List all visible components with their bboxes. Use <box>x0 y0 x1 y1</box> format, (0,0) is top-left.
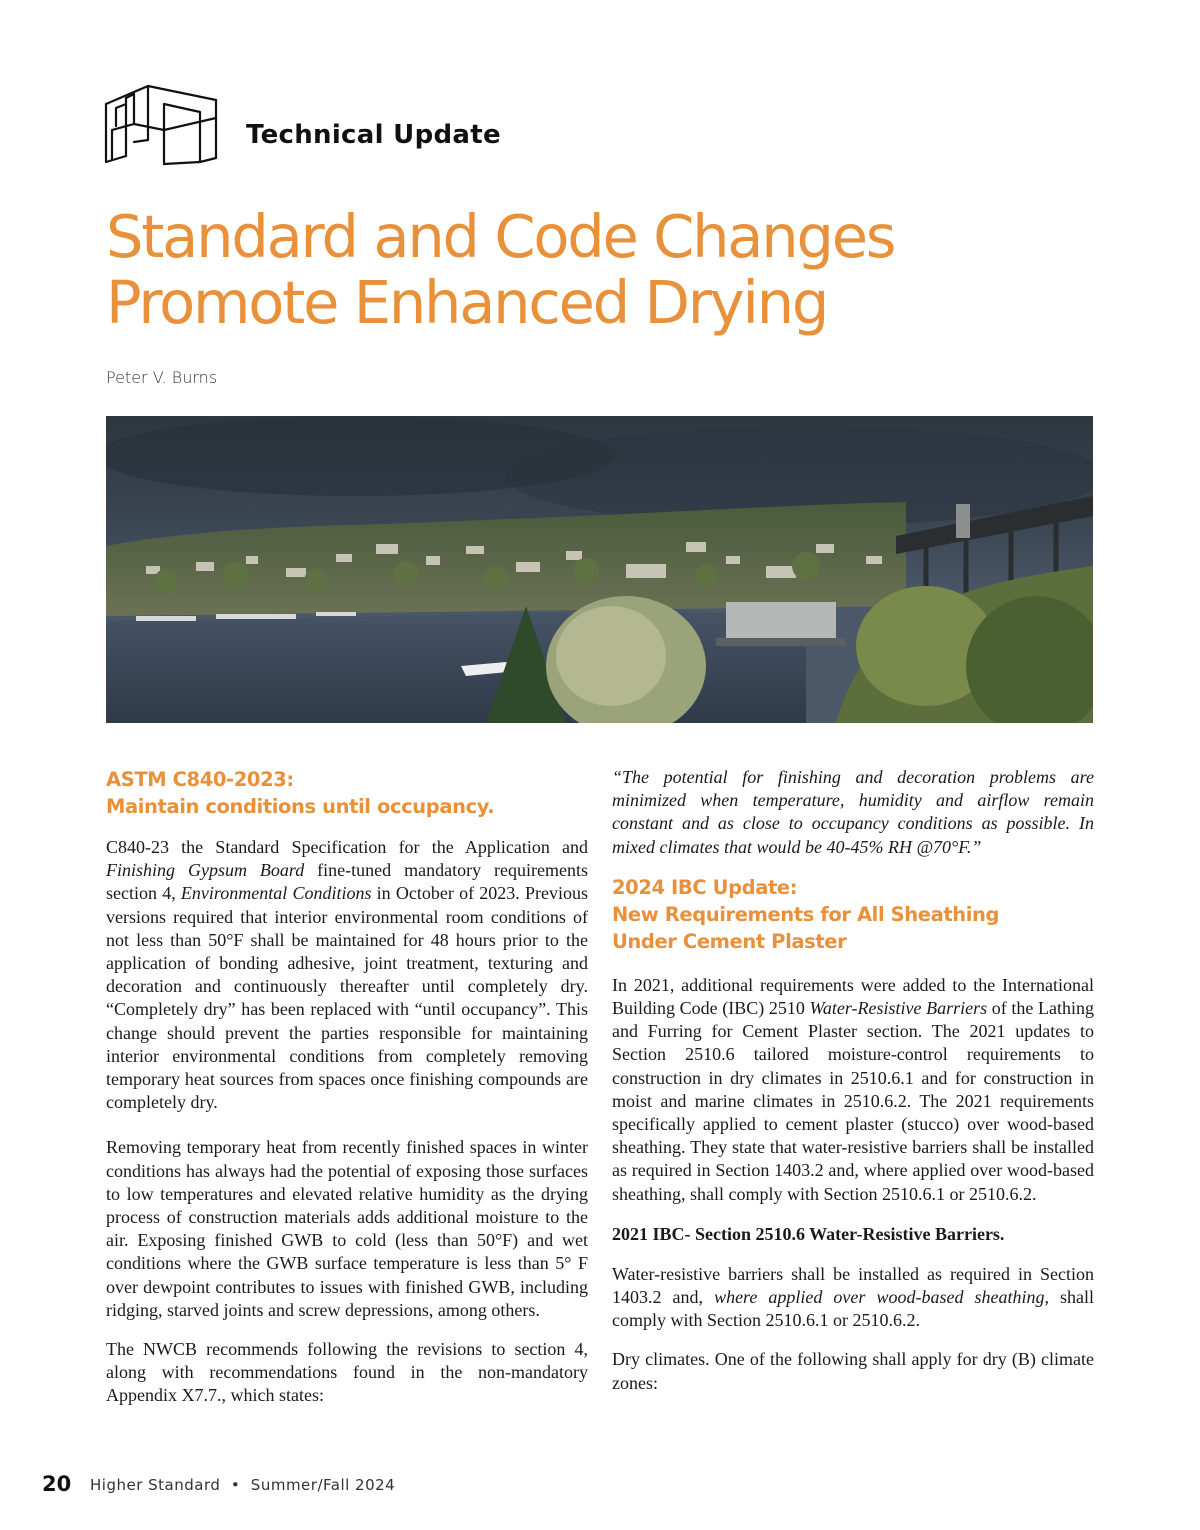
astm-subhead-line1: ASTM C840-2023: <box>106 768 294 791</box>
author-byline: Peter V. Burns <box>106 368 218 387</box>
text-span: C840-23 the Standard Specification for the Application and <box>106 837 588 857</box>
ibc-subhead-line3: Under Cement Plaster <box>612 929 847 953</box>
text-span: fine-tuned mandatory requirements section 4, <box>106 860 588 904</box>
title-line-1: Standard and Code Changes <box>106 202 895 271</box>
text-span: In 2021, additional requirements were added to the International Building Code (IBC) 2510 <box>612 974 1094 1019</box>
text-span: of the Lathing and Furring for Cement Plaster section. The 2021 updates to Section 2510.6 tailored moisture-control requirements to construction in dry climates in 2510.6.1 and for construction in moist and marine climates in 2510.6.2. The 2021 requirements specifically applied to cement plaster (stucco) over wood-based sheathing. They state that water-resistive barriers shall be installed as required in Section 1403.2 and, where applied over wood-based sheathing, shall comply with Section 2510.6.1 or 2510.6.2. <box>612 998 1094 1204</box>
text-emphasis: Environmental Conditions <box>180 883 372 904</box>
text-emphasis: Finishing Gypsum Board <box>106 860 305 881</box>
text-span: , shall comply with Section 2510.6.1 or 2510.6.2. <box>612 1287 1094 1331</box>
astm-paragraph-1 <box>106 836 588 1114</box>
code-section-heading: 2021 IBC- Section 2510.6 Water-Resistive Barriers. <box>612 1223 1005 1244</box>
appendix-quote: “The potential for finishing and decoration problems are minimized when temperature, humidity and airflow remain constant and as close to occupancy conditions as possible. In mixed climates that would be 40-45% RH @70°F.” <box>612 767 1094 857</box>
section-label: Technical Update <box>246 120 501 150</box>
right-column <box>612 766 1094 1395</box>
ibc-subhead <box>612 874 1094 955</box>
astm-subhead <box>106 766 588 820</box>
code-paragraph <box>612 1263 1094 1333</box>
astm-paragraph-3: The NWCB recommends following the revisions to section 4, along with recommendations found in the non-mandatory Appendix X7.7., which states: <box>106 1339 588 1406</box>
ibc-subhead-line2: New Requirements for All Sheathing <box>612 902 1000 926</box>
left-column <box>106 766 588 1408</box>
astm-paragraph-2: Removing temporary heat from recently finished spaces in winter conditions has always had the potential of exposing those surfaces to low temperatures and elevated relative humidity as the drying process of construction materials adds additional moisture to the air. Exposing finished GWB to cold (less than 50°F) and wet conditions where the GWB surface temperature is less than 5° F over dewpoint contributes to issues with finished GWB, including ridging, starved joints and screw depressions, among others. <box>106 1137 588 1320</box>
text-emphasis: Water-Resistive Barriers <box>809 998 988 1019</box>
lake-city-photo <box>106 416 1093 723</box>
text-emphasis: where applied over wood-based sheathing <box>714 1287 1045 1308</box>
title-line-2: Promote Enhanced Drying <box>106 268 828 337</box>
astm-subhead-line2: Maintain conditions until occupancy. <box>106 795 495 818</box>
article-title <box>106 204 1106 336</box>
page-number: 20 <box>42 1472 72 1496</box>
building-outline-icon <box>104 84 220 166</box>
publication-footer: Higher Standard • Summer/Fall 2024 <box>90 1476 396 1494</box>
dry-climates-paragraph: Dry climates. One of the following shall apply for dry (B) climate zones: <box>612 1349 1094 1393</box>
text-span: Water-resistive barriers shall be installed as required in Section 1403.2 and, <box>612 1263 1094 1308</box>
text-span: in October of 2023. Previous versions required that interior environmental room conditions of not less than 50°F shall be maintained for 48 hours prior to the application of bonding adhesive, joint treatment, texturing and decoration and continuously thereafter until completely dry. “Completely dry” has been replaced with “until occupancy”. This change should prevent the parties responsible for maintaining interior environmental conditions from completely removing temporary heat sources from spaces once finishing compounds are completely dry. <box>106 883 589 1113</box>
ibc-paragraph-1 <box>612 974 1094 1206</box>
ibc-subhead-line1: 2024 IBC Update: <box>612 875 798 899</box>
